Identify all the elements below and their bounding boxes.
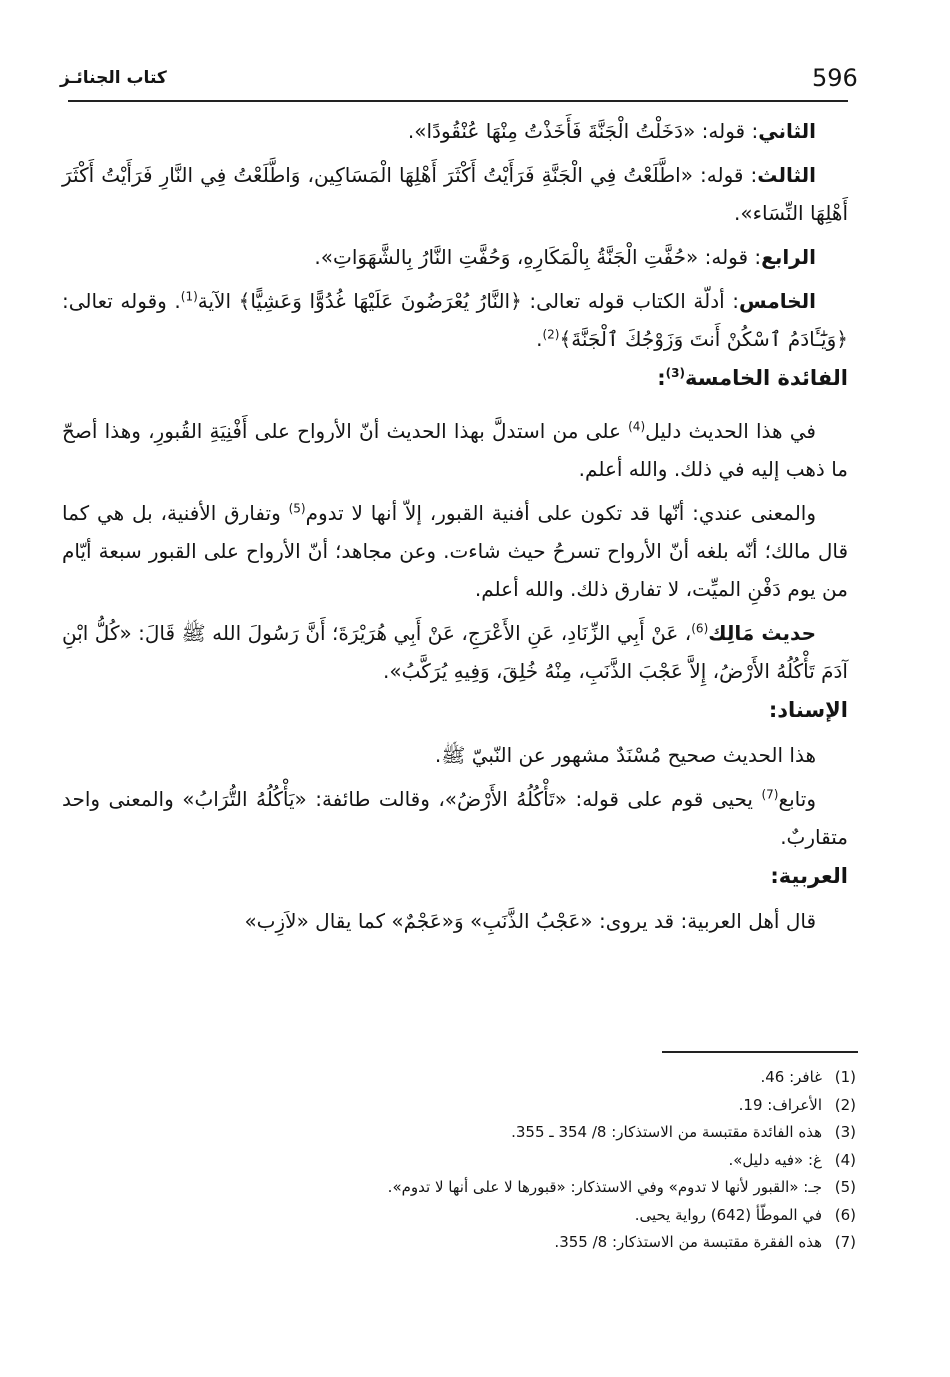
paragraph-third [62, 156, 848, 232]
paragraph-arabic [62, 902, 848, 940]
footnote-item [180, 1147, 856, 1175]
paragraph-text: : أدلّة الكتاب قوله تعالى: ﴿النَّارُ يُعْرَضُونَ عَلَيْهَا غُدُوًّا وَعَشِيًّا﴾ الآية [197, 289, 740, 313]
footnote-number: (3) [834, 1123, 856, 1141]
footnote-item [180, 1119, 856, 1147]
paragraph-meaning [62, 494, 848, 608]
header-rule [68, 100, 848, 102]
footnote-ref[interactable]: (7) [761, 787, 779, 802]
footnote-rule [662, 1051, 858, 1053]
footnote-text: هذه الفائدة مقتبسة من الاستذكار: 8/ 354 ـ 355. [511, 1123, 822, 1141]
page-header [60, 60, 858, 100]
paragraph-label: الرابع [761, 245, 816, 269]
section-heading-isnad: الإسناد: [768, 698, 848, 722]
paragraph-evidence [62, 412, 848, 488]
paragraph-hadith [62, 614, 848, 690]
paragraph-text: . [536, 327, 543, 351]
footnote-text: غافر: 46. [760, 1068, 822, 1086]
paragraph-label: الثاني [758, 119, 816, 143]
footnote-number: (2) [834, 1095, 856, 1114]
paragraph-text: : قوله: «حُفَّتِ الْجَنَّةُ بِالْمَكَارِهِ، وَحُفَّتِ النَّارُ بِالشَّهَوَاتِ». [314, 245, 762, 269]
paragraph-label: حديث مَالِك [708, 621, 816, 645]
footnote-text: هذه الفقرة مقتبسة من الاستذكار: 8/ 355. [554, 1233, 822, 1251]
footnote-item [180, 1092, 856, 1120]
footnote-item [180, 1202, 856, 1230]
footnote-ref[interactable]: (1) [180, 289, 198, 304]
paragraph-label: الخامس [739, 289, 816, 313]
footnote-text: غ: «فيه دليل». [728, 1150, 822, 1169]
footnotes [180, 1064, 856, 1257]
paragraph-isnad [62, 736, 848, 774]
paragraph-text: على من استدلَّ بهذا الحديث أنّ الأرواح على أَفْنِيَةِ القُبورِ، وهذا أصحّ ما ذهب إليه في ذلك. والله أعلم. [62, 419, 848, 481]
heading-text: الفائدة الخامسة [684, 366, 848, 390]
paragraph-fifth [62, 282, 848, 358]
paragraph-text: : قوله: «اطَّلَعْتُ فِي الْجَنَّةِ فَرَأَيْتُ أَكْثَرَ أَهْلِهَا الْمَسَاكِين، وَاطَّلَعْتُ فِي النَّارِ فَرَأَيْتُ أَكْثَرَ أَهْلِهَا النِّسَاء». [62, 163, 848, 225]
footnote-number: (7) [834, 1233, 856, 1251]
paragraph-followed [62, 780, 848, 856]
paragraph-text: . وقوله تعالى: ﴿وَيَٰٓـَٔادَمُ ٱسْكُنْ أَنتَ وَزَوْجُكَ ٱلْجَنَّةَ﴾ [62, 289, 848, 351]
running-title: كتاب الجنائـز [60, 68, 167, 88]
paragraph-text: قال أهل العربية: قد يروى: «عَجْبُ الذَّنَبِ» وَ«عَجْمٌ» كما يقال «لاَزِب» [244, 909, 816, 933]
footnote-number: (1) [834, 1068, 856, 1086]
paragraph-fourth [62, 238, 848, 276]
footnote-item [180, 1064, 856, 1092]
footnote-ref[interactable]: (3) [665, 366, 685, 380]
paragraph-label: الثالث [757, 163, 816, 187]
paragraph-text: في هذا الحديث دليل [645, 419, 816, 443]
footnote-text: الأعراف: 19. [738, 1095, 822, 1114]
paragraph-text: : قوله: «دَخَلْتُ الْجَنَّةَ فَأَخَذْتُ مِنْهَا عُنْقُودًا». [407, 119, 759, 143]
paragraph-text: يحيى قوم على قوله: «تَأْكُلُهُ الأَرْضُ»، وقالت طائفة: «يَأْكُلُهُ التُّرَابُ» والمعنى واحد متقاربٌ. [62, 787, 848, 849]
footnote-number: (5) [834, 1178, 856, 1196]
footnote-ref[interactable]: (4) [628, 419, 646, 434]
footnote-number: (6) [834, 1205, 856, 1224]
paragraph-text: هذا الحديث صحيح مُسْنَدٌ مشهور عن النّبيّ ﷺ. [434, 743, 816, 767]
footnote-ref[interactable]: (6) [691, 621, 709, 636]
heading-colon: : [657, 366, 666, 390]
footnote-text: في الموطّأ (642) رواية يحيى. [634, 1205, 822, 1224]
main-text [62, 112, 848, 940]
footnote-item [180, 1174, 856, 1202]
page-number: 596 [812, 64, 858, 92]
paragraph-second [62, 112, 848, 150]
footnote-ref[interactable]: (2) [542, 327, 560, 342]
paragraph-text: وتابع [778, 787, 816, 811]
paragraph-text: والمعنى عندي: أنّها قد تكون على أفنية القبور، إلاّ أنها لا تدوم [305, 501, 817, 525]
footnote-item [180, 1229, 856, 1257]
footnote-text: جـ: «القبور لأنها لا تدوم» وفي الاستذكار: «قبورها لا على أنها لا تدوم». [387, 1178, 822, 1196]
section-heading-arabic: العربية: [770, 864, 848, 888]
paragraph-text: وتفارق الأفنية، بل هي كما قال مالك؛ أنّه بلغه أنّ الأرواح تسرحُ حيث شاءت. وعن مجاهد؛ أنّ الأرواح على القبور سبعة أيّام من يوم دَفْنِ الميِّت، لا تفارق ذلك. والله أعلم. [62, 501, 848, 601]
paragraph-text: ، عَنْ أَبِي الزِّنَادِ، عَنِ الأَعْرَجِ، عَنْ أَبِي هُرَيْرَةَ؛ أَنَّ رَسُولَ الله ﷺ قَالَ: «كُلُّ ابْنِ آدَمَ تَأْكُلُهُ الأَرْضُ، إِلاَّ عَجْبَ الذَّنَبِ، مِنْهُ خُلِقَ، وَفِيهِ يُرَكَّبُ». [62, 621, 848, 683]
footnote-number: (4) [834, 1150, 856, 1169]
footnote-ref[interactable]: (5) [288, 501, 306, 516]
section-heading-benefit [62, 358, 848, 398]
